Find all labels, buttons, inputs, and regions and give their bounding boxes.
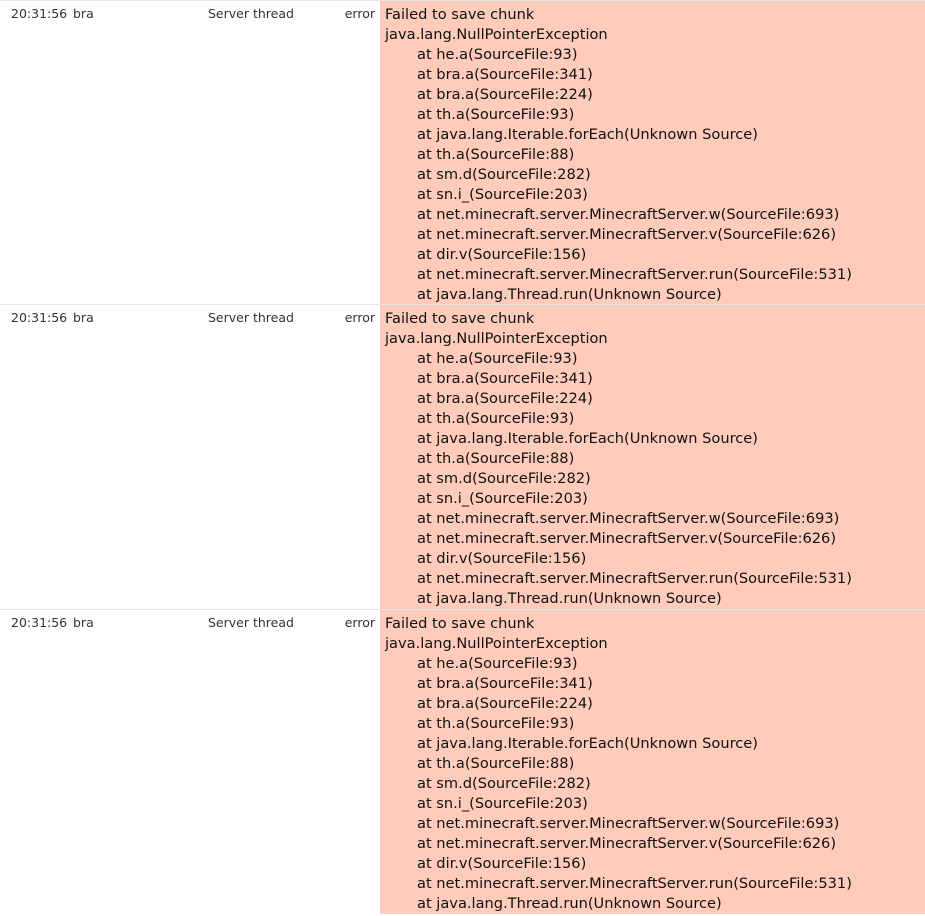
stack-frame: at net.minecraft.server.MinecraftServer.run(SourceFile:531): [417, 875, 852, 892]
stack-frame: at bra.a(SourceFile:341): [417, 66, 593, 83]
stack-frame: at he.a(SourceFile:93): [417, 655, 578, 672]
log-level: error: [344, 6, 375, 21]
stack-frame: at th.a(SourceFile:93): [417, 106, 575, 123]
stack-frame: at sn.i_(SourceFile:203): [417, 490, 588, 507]
stack-frame: at bra.a(SourceFile:224): [417, 695, 593, 712]
log-time: 20:31:56: [11, 310, 68, 325]
stack-frame: at sm.d(SourceFile:282): [417, 470, 591, 487]
stack-frame: at th.a(SourceFile:93): [417, 410, 575, 427]
stack-frame: at net.minecraft.server.MinecraftServer.v(SourceFile:626): [417, 835, 837, 852]
stack-frame: at dir.v(SourceFile:156): [417, 550, 587, 567]
exception-text: java.lang.NullPointerException: [385, 330, 608, 347]
log-message[interactable]: [380, 305, 925, 609]
log-entry[interactable]: [0, 0, 925, 305]
stack-frame: at dir.v(SourceFile:156): [417, 855, 587, 872]
stack-frame: at net.minecraft.server.MinecraftServer.run(SourceFile:531): [417, 570, 852, 587]
stack-frame: at net.minecraft.server.MinecraftServer.w(SourceFile:693): [417, 815, 840, 832]
log-source: bra: [73, 615, 94, 630]
message-text: Failed to save chunk: [385, 615, 535, 632]
log-message[interactable]: [380, 1, 925, 304]
stack-frame: at sn.i_(SourceFile:203): [417, 795, 588, 812]
stack-frame: at sm.d(SourceFile:282): [417, 775, 591, 792]
stack-frame: at he.a(SourceFile:93): [417, 46, 578, 63]
stack-frame: at bra.a(SourceFile:341): [417, 370, 593, 387]
log-source: bra: [73, 6, 94, 21]
stack-frame: at bra.a(SourceFile:224): [417, 390, 593, 407]
stack-frame: at bra.a(SourceFile:341): [417, 675, 593, 692]
stack-frame: at java.lang.Iterable.forEach(Unknown Source): [417, 735, 758, 752]
stack-frame: at dir.v(SourceFile:156): [417, 246, 587, 263]
stack-frame: at java.lang.Iterable.forEach(Unknown Source): [417, 126, 758, 143]
stack-frame: at net.minecraft.server.MinecraftServer.v(SourceFile:626): [417, 226, 837, 243]
message-text: Failed to save chunk: [385, 6, 535, 23]
log-level: error: [344, 310, 375, 325]
stack-frame: at th.a(SourceFile:88): [417, 755, 575, 772]
stack-frame: at th.a(SourceFile:93): [417, 715, 575, 732]
stack-frame: at he.a(SourceFile:93): [417, 350, 578, 367]
log-time: 20:31:56: [11, 615, 68, 630]
exception-text: java.lang.NullPointerException: [385, 26, 608, 43]
stack-frame: at th.a(SourceFile:88): [417, 146, 575, 163]
stack-frame: at bra.a(SourceFile:224): [417, 86, 593, 103]
log-message[interactable]: [380, 610, 925, 914]
exception-text: java.lang.NullPointerException: [385, 635, 608, 652]
stack-frame: at java.lang.Thread.run(Unknown Source): [417, 895, 722, 912]
stack-frame: at java.lang.Thread.run(Unknown Source): [417, 286, 722, 303]
log-thread: Server thread: [208, 310, 294, 325]
log-level: error: [344, 615, 375, 630]
stack-frame: at java.lang.Thread.run(Unknown Source): [417, 590, 722, 607]
stack-frame: at net.minecraft.server.MinecraftServer.w(SourceFile:693): [417, 510, 840, 527]
stack-frame: at sm.d(SourceFile:282): [417, 166, 591, 183]
log-time: 20:31:56: [11, 6, 68, 21]
stack-frame: at java.lang.Iterable.forEach(Unknown Source): [417, 430, 758, 447]
stack-frame: at sn.i_(SourceFile:203): [417, 186, 588, 203]
log-source: bra: [73, 310, 94, 325]
log-entry[interactable]: [0, 610, 925, 914]
log-thread: Server thread: [208, 615, 294, 630]
stack-frame: at net.minecraft.server.MinecraftServer.w(SourceFile:693): [417, 206, 840, 223]
message-text: Failed to save chunk: [385, 310, 535, 327]
log-entry[interactable]: [0, 305, 925, 610]
stack-frame: at th.a(SourceFile:88): [417, 450, 575, 467]
log-thread: Server thread: [208, 6, 294, 21]
stack-frame: at net.minecraft.server.MinecraftServer.run(SourceFile:531): [417, 266, 852, 283]
stack-frame: at net.minecraft.server.MinecraftServer.v(SourceFile:626): [417, 530, 837, 547]
